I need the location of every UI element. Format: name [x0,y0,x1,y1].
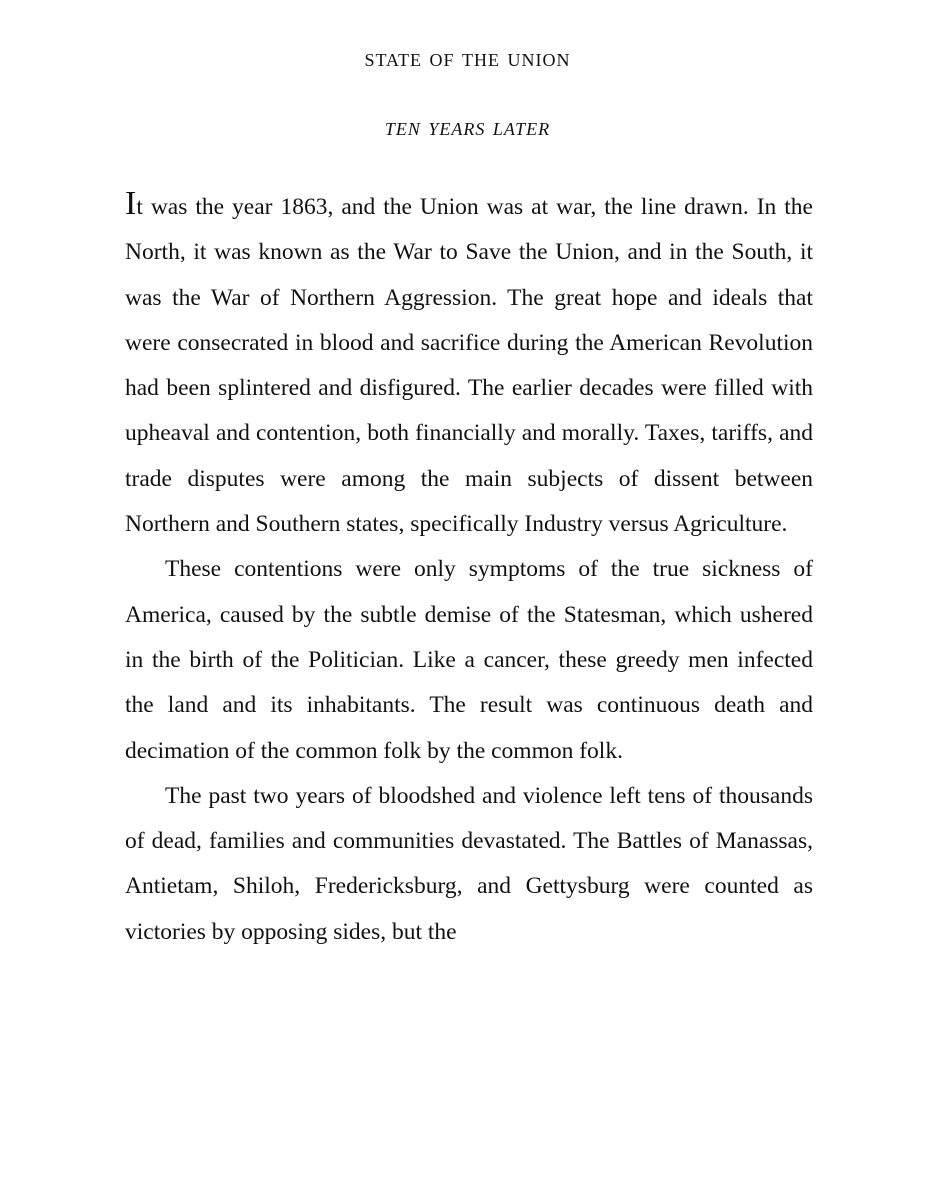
paragraph-2: These contentions were only symptoms of the true sickness of America, caused by the subtle demise of the Statesman, which ushered in the birth of the Politician. Like a cancer, these greedy men infected the land and its inhabitants. The result was continuous death and decimation of the common folk by the common folk. [125,556,813,764]
paragraph-3: The past two years of bloodshed and violence left tens of thousands of dead, families and communities devastated. The Battles of Manassas, Antietam, Shiloh, Fredericksburg, and Gettysburg were counted as victories by opposing sides, but the [125,782,813,945]
drop-cap-letter: I [125,185,137,222]
chapter-subtitle: ten years later [384,112,551,141]
paragraph-1-text: t was the year 1863, and the Union was at war, the line drawn. In the North, it was known as the War to Save the Union, and in the South, it was the War of Northern Aggression. The great hope and ideals that were consecrated in blood and sacrifice during the American Revolution had been splintered and disfigured. The earlier decades were filled with upheaval and contention, both financially and morally. Taxes, tariffs, and trade disputes were among the main subjects of dissent between Northern and Southern states, specifically Industry versus Agriculture. [125,194,813,538]
chapter-body [125,185,813,955]
paragraph-1 [125,185,813,547]
chapter-title: state of the union [364,43,571,72]
